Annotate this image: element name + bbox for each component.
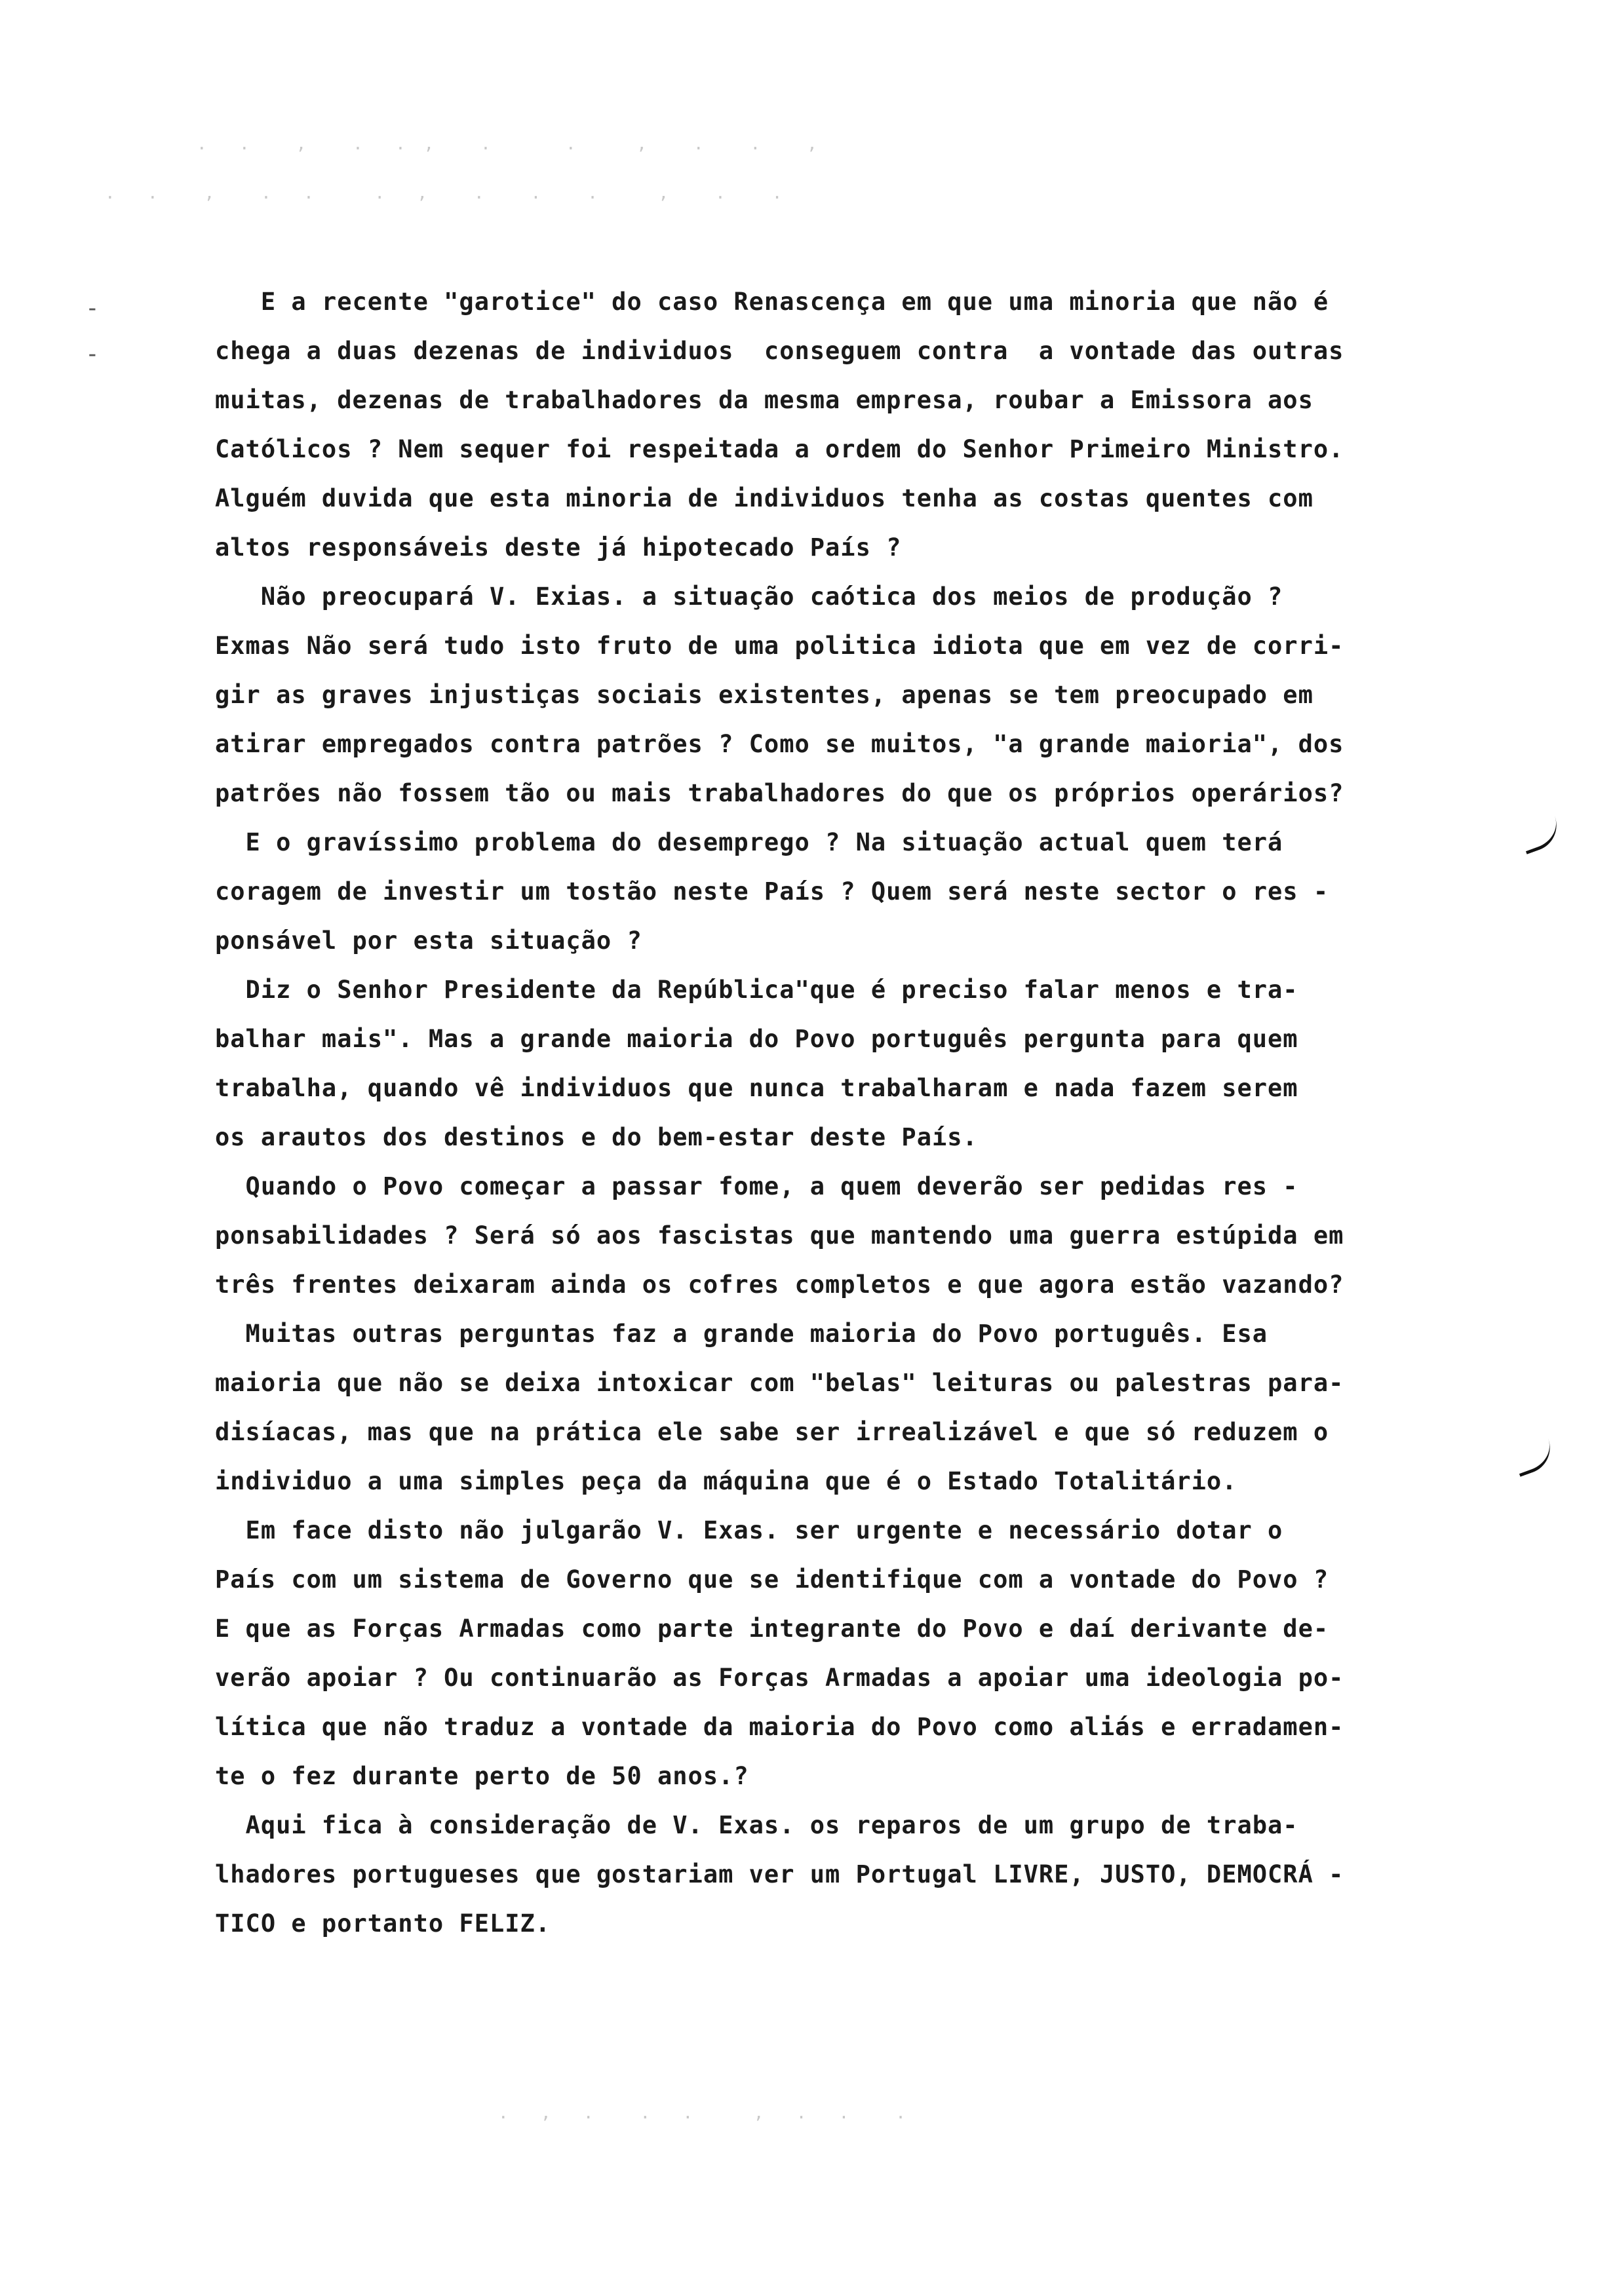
text-line: maioria que não se deixa intoxicar com "belas" leituras ou palestras para- [215,1369,1344,1397]
margin-dash: - [85,341,100,368]
text-line: três frentes deixaram ainda os cofres completos e que agora estão vazando? [215,1271,1344,1299]
text-line: lhadores portugueses que gostariam ver um Portugal LIVRE, JUSTO, DEMOCRÁ - [215,1860,1344,1888]
text-line: Quando o Povo começar a passar fome, a quem deverão ser pedidas res - [215,1172,1298,1200]
ink-mark [1517,813,1564,854]
bottom-smudge: . , . . . , . . . [498,2103,910,2123]
ink-mark [1510,1436,1557,1477]
text-line: ponsabilidades ? Será só aos fascistas que mantendo uma guerra estúpida em [215,1221,1344,1250]
text-line: altos responsáveis deste já hipotecado País ? [215,533,902,562]
text-line: País com um sistema de Governo que se identifique com a vontade do Povo ? [215,1565,1329,1594]
margin-dash: - [85,295,100,322]
text-line: Muitas outras perguntas faz a grande maioria do Povo português. Esa [215,1320,1268,1348]
text-line: patrões não fossem tão ou mais trabalhadores do que os próprios operários? [215,779,1344,807]
text-line: Católicos ? Nem sequer foi respeitada a ordem do Senhor Primeiro Ministro. [215,435,1344,463]
text-line: E a recente "garotice" do caso Renascença em que uma minoria que não é [215,288,1329,316]
text-line: Alguém duvida que esta minoria de individuos tenha as costas quentes com [215,484,1313,512]
text-line: verão apoiar ? Ou continuarão as Forças Armadas a apoiar uma ideologia po- [215,1664,1344,1692]
text-line: muitas, dezenas de trabalhadores da mesma empresa, roubar a Emissora aos [215,386,1313,414]
text-line: Exmas Não será tudo isto fruto de uma politica idiota que em vez de corri- [215,632,1344,660]
text-line: individuo a uma simples peça da máquina que é o Estado Totalitário. [215,1467,1237,1495]
text-line: Diz o Senhor Presidente da República"que é preciso falar menos e tra- [215,976,1298,1004]
top-smudge-2: . . , . . . , . . . , . . [105,183,787,203]
text-line: Não preocupará V. Exias. a situação caótica dos meios de produção ? [215,583,1283,611]
text-line: E o gravíssimo problema do desemprego ? Na situação actual quem terá [215,828,1283,856]
text-line: te o fez durante perto de 50 anos.? [215,1762,749,1790]
text-line: chega a duas dezenas de individuos conseguem contra a vontade das outras [215,337,1344,365]
text-line: atirar empregados contra patrões ? Como se muitos, "a grande maioria", dos [215,730,1344,758]
text-line: ponsável por esta situação ? [215,927,642,955]
text-line: Aqui fica à consideração de V. Exas. os reparos de um grupo de traba- [215,1811,1298,1839]
text-line: lítica que não traduz a vontade da maioria do Povo como aliás e erradamen- [215,1713,1344,1741]
text-line: TICO e portanto FELIZ. [215,1909,551,1938]
top-smudge: . . , . . , . . , . . , [197,134,821,154]
text-line: balhar mais". Mas a grande maioria do Povo português pergunta para quem [215,1025,1298,1053]
text-line: gir as graves injustiças sociais existentes, apenas se tem preocupado em [215,681,1313,709]
text-line: E que as Forças Armadas como parte integrante do Povo e daí derivante de- [215,1615,1329,1643]
text-line: trabalha, quando vê individuos que nunca trabalharam e nada fazem serem [215,1074,1298,1102]
text-line: disíacas, mas que na prática ele sabe ser irrealizável e que só reduzem o [215,1418,1329,1446]
text-line: Em face disto não julgarão V. Exas. ser urgente e necessário dotar o [215,1516,1283,1544]
text-line: os arautos dos destinos e do bem-estar deste País. [215,1123,978,1151]
text-line: coragem de investir um tostão neste País ? Quem será neste sector o res - [215,877,1329,906]
